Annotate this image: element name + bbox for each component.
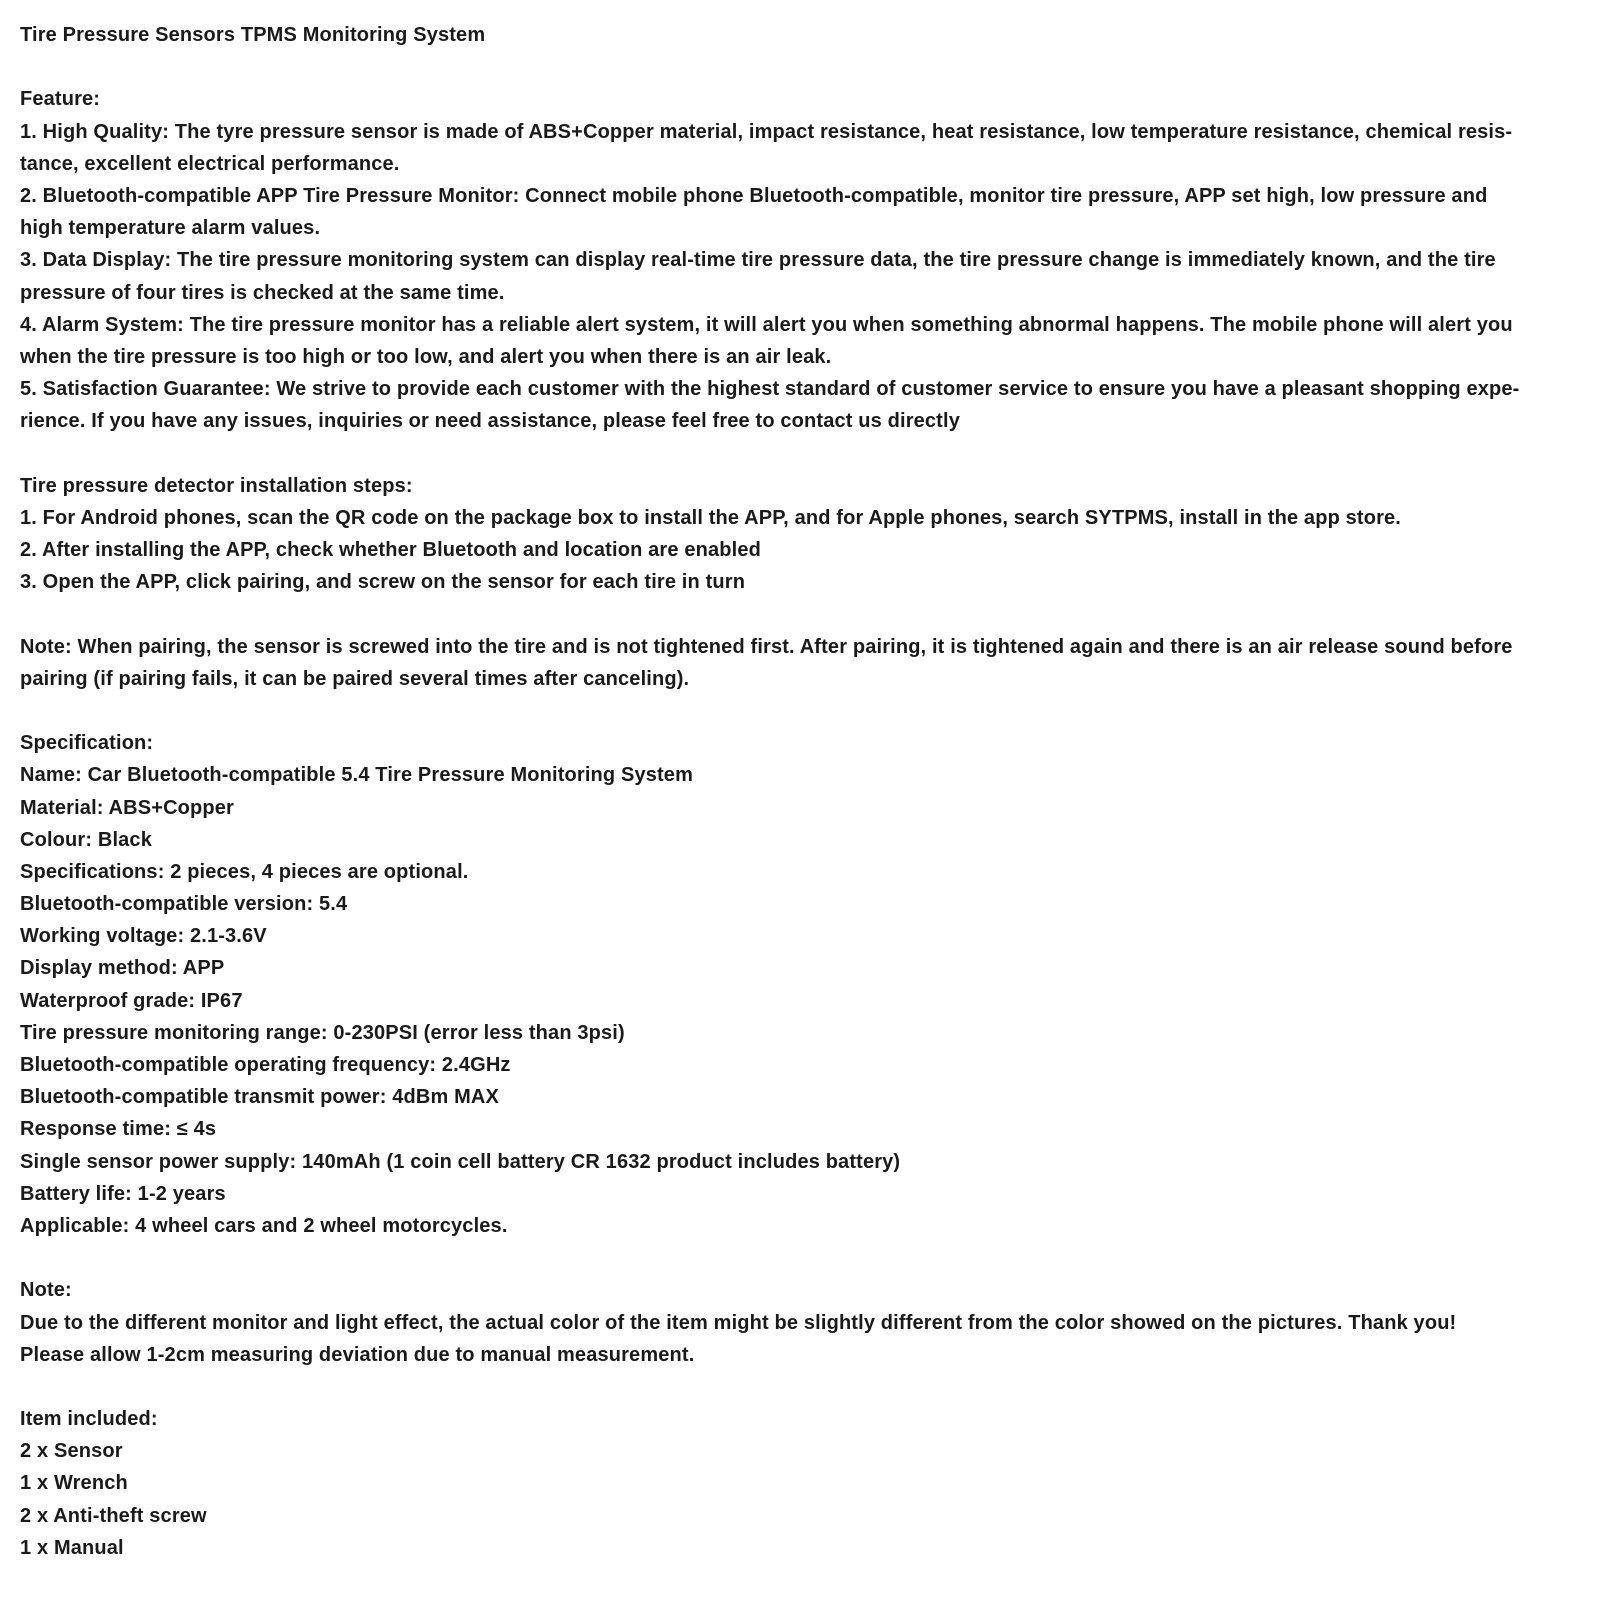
install-step-2: 2. After installing the APP, check whether Bluetooth and location are enabled — [20, 539, 761, 561]
spec-row-response-time: Response time: ≤ 4s — [20, 1118, 217, 1141]
spec-row-operating-frequency: Bluetooth-compatible operating frequency: 2.4GHz — [20, 1054, 511, 1076]
feature-item-2-line-1: 2. Bluetooth-compatible APP Tire Pressure Monitor: Connect mobile phone Bluetooth-compatible, monitor tire pressure, APP set high, low pressure and — [20, 184, 1488, 207]
spacer — [20, 1242, 1590, 1274]
spec-row-working-voltage: Working voltage: 2.1-3.6V — [20, 925, 267, 948]
spacer — [20, 695, 1590, 727]
included-item-wrench: 1 x Wrench — [20, 1472, 128, 1495]
product-description — [20, 19, 1590, 1564]
spec-row-colour: Colour: Black — [20, 828, 152, 851]
spacer — [20, 598, 1590, 630]
feature-item-1-line-2: tance, excellent electrical performance. — [20, 152, 400, 175]
spacer — [20, 437, 1590, 469]
feature-item-2-line-2: high temperature alarm values. — [20, 217, 321, 240]
included-item-sensor: 2 x Sensor — [20, 1440, 123, 1463]
feature-item-4-line-1: 4. Alarm System: The tire pressure monitor has a reliable alert system, it will alert you when something abnormal happens. The mobile phone will alert you — [20, 313, 1513, 336]
install-step-1: 1. For Android phones, scan the QR code on the package box to install the APP, and for Apple phones, search SYTPMS, install in the app store. — [20, 506, 1402, 529]
feature-item-5-line-2: rience. If you have any issues, inquiries or need assistance, please feel free to contact us directly — [20, 410, 960, 433]
included-item-anti-theft-screw: 2 x Anti-theft screw — [20, 1504, 207, 1527]
feature-heading: Feature: — [20, 88, 101, 111]
spec-row-material: Material: ABS+Copper — [20, 796, 234, 819]
spec-row-bluetooth-version: Bluetooth-compatible version: 5.4 — [20, 893, 348, 916]
pairing-note-line-1: Note: When pairing, the sensor is screwed into the tire and is not tightened first. After pairing, it is tightened again and there is an air release sound before — [20, 635, 1513, 658]
feature-item-3-line-1: 3. Data Display: The tire pressure monitoring system can display real-time tire pressure data, the tire pressure change is immediately known, and the tire — [20, 249, 1496, 272]
spacer — [20, 1371, 1590, 1403]
spec-row-waterproof-grade: Waterproof grade: IP67 — [20, 989, 243, 1012]
note-heading: Note: — [20, 1279, 72, 1302]
spec-row-specifications: Specifications: 2 pieces, 4 pieces are optional. — [20, 860, 469, 883]
feature-item-3-line-2: pressure of four tires is checked at the same time. — [20, 281, 505, 304]
spec-row-name: Name: Car Bluetooth-compatible 5.4 Tire Pressure Monitoring System — [20, 764, 694, 787]
install-heading: Tire pressure detector installation steps: — [20, 474, 413, 497]
pairing-note-line-2: pairing (if pairing fails, it can be paired several times after canceling). — [20, 667, 690, 690]
spacer — [20, 51, 1590, 83]
spec-row-transmit-power: Bluetooth-compatible transmit power: 4dBm MAX — [20, 1086, 499, 1109]
specification-heading: Specification: — [20, 732, 154, 755]
included-heading: Item included: — [20, 1408, 158, 1431]
note-line-1: Due to the different monitor and light effect, the actual color of the item might be slightly different from the color showed on the pictures. Thank you! — [20, 1311, 1457, 1334]
feature-item-1-line-1: 1. High Quality: The tyre pressure sensor is made of ABS+Copper material, impact resistance, heat resistance, low temperature resistance, chemical resis- — [20, 120, 1513, 143]
spec-row-monitoring-range: Tire pressure monitoring range: 0-230PSI (error less than 3psi) — [20, 1021, 625, 1044]
page-title: Tire Pressure Sensors TPMS Monitoring System — [20, 24, 486, 46]
install-step-3: 3. Open the APP, click pairing, and screw on the sensor for each tire in turn — [20, 571, 746, 594]
spec-row-display-method: Display method: APP — [20, 957, 225, 980]
spec-row-applicable: Applicable: 4 wheel cars and 2 wheel motorcycles. — [20, 1214, 508, 1237]
included-item-manual: 1 x Manual — [20, 1536, 124, 1559]
spec-row-power-supply: Single sensor power supply: 140mAh (1 coin cell battery CR 1632 product includes battery) — [20, 1150, 901, 1173]
spec-row-battery-life: Battery life: 1-2 years — [20, 1182, 226, 1205]
feature-item-4-line-2: when the tire pressure is too high or too low, and alert you when there is an air leak. — [20, 345, 832, 368]
feature-item-5-line-1: 5. Satisfaction Guarantee: We strive to provide each customer with the highest standard of customer service to ensure you have a pleasant shopping expe- — [20, 378, 1520, 401]
note-line-2: Please allow 1-2cm measuring deviation due to manual measurement. — [20, 1343, 695, 1366]
